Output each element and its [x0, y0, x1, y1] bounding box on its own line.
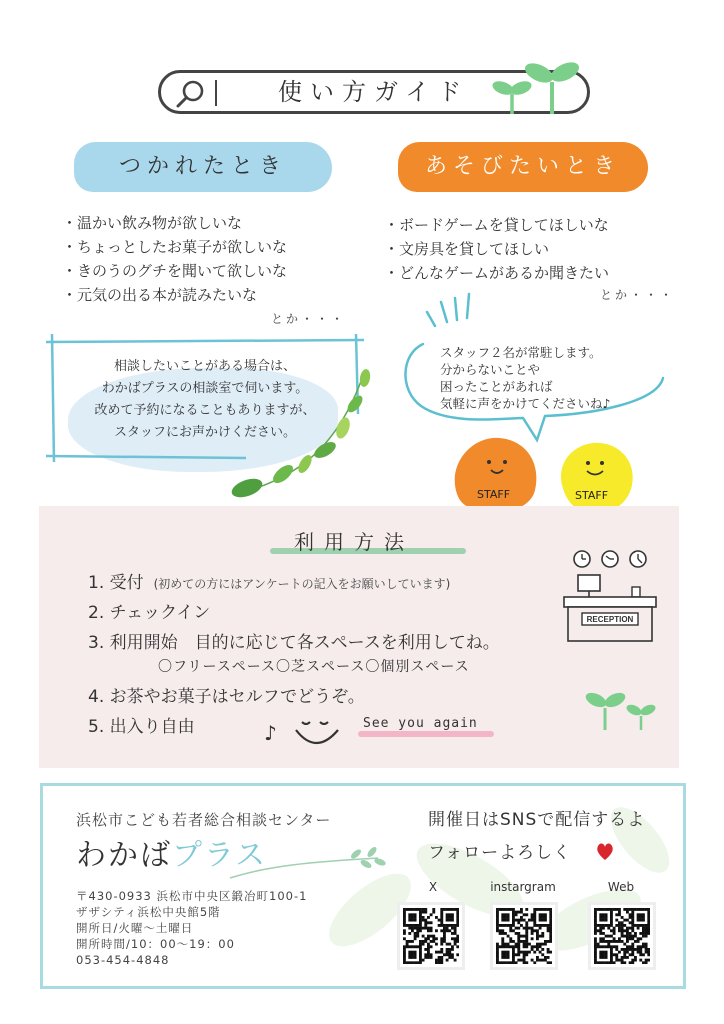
list-item: ・きのうのグチを聞いて欲しいな	[62, 262, 288, 280]
brand-swoosh-icon	[228, 842, 388, 882]
reception-desk-icon	[560, 545, 660, 645]
qr-label-web: Web	[607, 880, 635, 894]
smile-face-icon	[262, 712, 352, 752]
see-you-text: See you again	[363, 716, 478, 731]
list-item: ・ボードゲームを貸してほしいな	[384, 216, 609, 234]
sprout-icon	[585, 680, 660, 730]
tired-etc: とか・・・	[271, 312, 347, 326]
center-name: 浜松市こども若者総合相談センター	[76, 811, 332, 829]
list-item: ・元気の出る本が読みたいな	[62, 286, 258, 304]
usage-step-4: 4. お茶やお菓子はセルフでどうぞ。	[88, 687, 365, 707]
consult-text: 相談したいことがある場合は、 わかばプラスの相談室で伺います。 改めて予約になることもありますが、 スタッフにお声かけください。	[94, 359, 316, 440]
play-list	[384, 213, 609, 285]
usage-step-3-spaces: 〇フリースペース〇芝スペース〇個別スペース	[158, 659, 470, 675]
title-divider	[215, 80, 217, 106]
reception-label: RECEPTION	[586, 615, 634, 624]
usage-step-1-note: (初めての方にはアンケートの記入をお願いしています)	[153, 577, 451, 591]
note-symbol: ♪	[264, 721, 277, 745]
qr-code-web[interactable]	[588, 902, 656, 970]
sns-notice: 開催日はSNSで配信するよ	[428, 810, 646, 830]
usage-step-2: 2. チェックイン	[88, 603, 211, 623]
qr-label-instagram: instargram	[490, 880, 556, 894]
see-you-underline	[358, 731, 494, 737]
usage-step-5: 5. 出入り自由	[88, 717, 195, 737]
tired-list	[62, 211, 287, 307]
staff-label: STAFF	[477, 488, 511, 501]
brand-name: わかばプラス	[76, 838, 268, 873]
page-title: 使い方ガイド	[278, 78, 470, 106]
qr-code-instagram[interactable]	[490, 902, 558, 970]
qr-code-pattern	[496, 908, 552, 964]
smiley-icon	[556, 441, 636, 515]
usage-title: 利用方法	[294, 530, 414, 554]
search-icon	[174, 78, 206, 110]
qr-code-x[interactable]	[397, 902, 465, 970]
play-header: あそびたいとき	[398, 142, 648, 192]
usage-step-3: 3. 利用開始 目的に応じて各スペースを利用してね。	[88, 633, 500, 653]
follow-request: フォローよろしく	[428, 843, 572, 863]
play-etc: とか・・・	[600, 288, 676, 302]
qr-code-pattern	[403, 908, 459, 964]
qr-label-x: X	[428, 880, 438, 894]
qr-code-pattern	[594, 908, 650, 964]
sprout-icon	[490, 58, 580, 114]
tired-header: つかれたとき	[74, 142, 332, 192]
list-item: ・どんなゲームがあるか聞きたい	[384, 264, 610, 282]
list-item: ・温かい飲み物が欲しいな	[62, 214, 243, 232]
staff-character-orange	[447, 434, 541, 514]
heart-icon	[596, 840, 614, 864]
list-item: ・文房具を貸してほしい	[384, 240, 550, 258]
bubble-text: スタッフ２名が常駐します。 分からないことや 困ったことがあれば 気軽に声をかけてくださいね♪	[440, 345, 611, 411]
smiley-icon	[447, 434, 541, 514]
address-block: 〒430-0933 浜松市中央区鍛冶町100-1 ザザシティ浜松中央館5階 開所日/火曜～土曜日 開所時間/10：00～19：00 053-454-4848	[76, 889, 308, 967]
list-item: ・ちょっとしたお菓子が欲しいな	[62, 238, 288, 256]
leaf-vine-icon	[225, 360, 380, 505]
staff-character-yellow	[556, 441, 636, 515]
usage-step-1: 1. 受付 (初めての方にはアンケートの記入をお願いしています)	[88, 573, 451, 593]
staff-label: STAFF	[575, 489, 609, 502]
